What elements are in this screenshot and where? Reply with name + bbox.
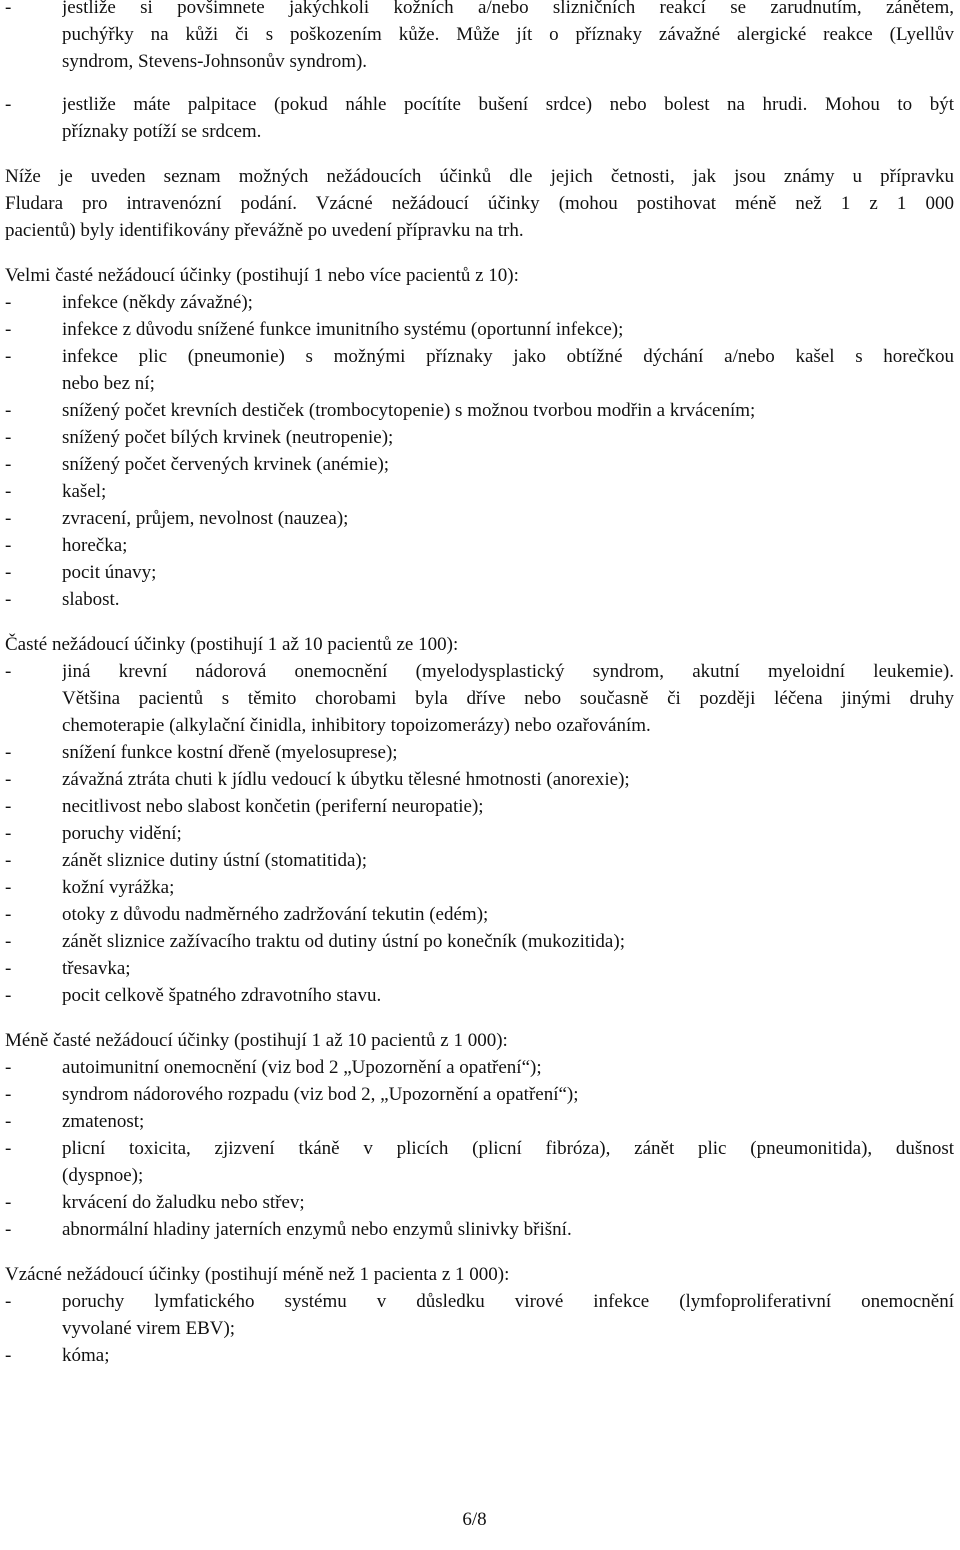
list-item-text: krvácení do žaludku nebo střev; bbox=[62, 1192, 305, 1213]
list-item-line bbox=[5, 1108, 954, 1135]
list-item-text: abnormální hladiny jaterních enzymů nebo enzymů slinivky břišní. bbox=[62, 1219, 572, 1240]
list-item-line bbox=[5, 874, 954, 901]
list-item-text: syndrom nádorového rozpadu (viz bod 2, „Upozornění a opatření“); bbox=[62, 1084, 579, 1105]
list-item-text: plicní toxicita, zjizvení tkáně v plicích (plicní fibróza), zánět plic (pneumonitida), dušnost bbox=[62, 1138, 954, 1159]
bullet-dash: - bbox=[5, 796, 12, 817]
list-item bbox=[5, 505, 954, 532]
list-item-line bbox=[5, 928, 954, 955]
list-item-text: zvracení, průjem, nevolnost (nauzea); bbox=[62, 508, 349, 529]
bullet-dash: - bbox=[5, 562, 12, 583]
list-item-text: snížený počet bílých krvinek (neutropenie); bbox=[62, 427, 394, 448]
list-item bbox=[5, 820, 954, 847]
list-item-line bbox=[5, 766, 954, 793]
bullet-dash: - bbox=[5, 292, 12, 313]
spacer bbox=[5, 1243, 954, 1261]
section-heading: Časté nežádoucí účinky (postihují 1 až 10 pacientů ze 100): bbox=[5, 634, 459, 655]
list-item-text: závažná ztráta chuti k jídlu vedoucí k úbytku tělesné hmotnosti (anorexie); bbox=[62, 769, 630, 790]
bullet-dash: - bbox=[5, 1192, 12, 1213]
bullet-dash: - bbox=[5, 1219, 12, 1240]
page-number: 6/8 bbox=[462, 1509, 487, 1530]
list-item-text: infekce (někdy závažné); bbox=[62, 292, 253, 313]
bullet-dash: - bbox=[5, 985, 12, 1006]
bullet-dash: - bbox=[5, 508, 12, 529]
bullet-dash: - bbox=[5, 823, 12, 844]
bullet-dash: - bbox=[5, 0, 12, 18]
list-item-text: kašel; bbox=[62, 481, 107, 502]
list-item-text: horečka; bbox=[62, 535, 128, 556]
bullet-dash: - bbox=[5, 1084, 12, 1105]
list-item-text: poruchy vidění; bbox=[62, 823, 182, 844]
spacer bbox=[5, 145, 954, 163]
list-item-line bbox=[5, 793, 954, 820]
list-item bbox=[5, 1108, 954, 1135]
list-item-continuation bbox=[5, 118, 954, 145]
spacer bbox=[5, 244, 954, 262]
list-item bbox=[5, 766, 954, 793]
list-item bbox=[5, 847, 954, 874]
list-item-line bbox=[5, 559, 954, 586]
list-item bbox=[5, 91, 954, 145]
bullet-dash: - bbox=[5, 1111, 12, 1132]
list-item bbox=[5, 316, 954, 343]
bullet-dash: - bbox=[5, 1057, 12, 1078]
list-item-text: jestliže si povšimnete jakýchkoli kožních a/nebo slizničních reakcí se zarudnutím, zánětem, bbox=[62, 0, 954, 18]
list-item-continuation bbox=[5, 1315, 954, 1342]
list-item-text: pocit celkově špatného zdravotního stavu. bbox=[62, 985, 382, 1006]
list-item-line bbox=[5, 316, 954, 343]
list-item-continuation bbox=[5, 21, 954, 48]
list-item-line bbox=[5, 451, 954, 478]
side-effects-section bbox=[5, 1027, 954, 1243]
list-item bbox=[5, 1342, 954, 1369]
bullet-dash: - bbox=[5, 850, 12, 871]
section-heading: Velmi časté nežádoucí účinky (postihují 1 nebo více pacientů z 10): bbox=[5, 265, 519, 286]
bullet-dash: - bbox=[5, 400, 12, 421]
side-effects-section bbox=[5, 1261, 954, 1369]
list-item-text: zánět sliznice dutiny ústní (stomatitida); bbox=[62, 850, 367, 871]
list-item bbox=[5, 1288, 954, 1342]
list-item bbox=[5, 343, 954, 397]
list-item bbox=[5, 982, 954, 1009]
list-item-line bbox=[5, 586, 954, 613]
list-item-text: kožní vyrážka; bbox=[62, 877, 175, 898]
list-item-line bbox=[5, 1135, 954, 1162]
list-item-text: třesavka; bbox=[62, 958, 131, 979]
bullet-dash: - bbox=[5, 661, 12, 682]
bullet-dash: - bbox=[5, 535, 12, 556]
list-item bbox=[5, 658, 954, 739]
list-item-text: jestliže máte palpitace (pokud náhle pocítíte bušení srdce) nebo bolest na hrudi. Mohou to být bbox=[62, 94, 954, 115]
list-item-line bbox=[5, 532, 954, 559]
bullet-dash: - bbox=[5, 769, 12, 790]
bullet-dash: - bbox=[5, 427, 12, 448]
bullet-dash: - bbox=[5, 319, 12, 340]
list-item-line bbox=[5, 820, 954, 847]
bullet-dash: - bbox=[5, 346, 12, 367]
list-item-text: nebo bez ní; bbox=[62, 373, 155, 394]
list-item bbox=[5, 1054, 954, 1081]
list-item bbox=[5, 397, 954, 424]
list-item-text: jiná krevní nádorová onemocnění (myelodysplastický syndrom, akutní myeloidní leukemie). bbox=[62, 661, 954, 682]
list-item-line bbox=[5, 1189, 954, 1216]
list-item bbox=[5, 0, 954, 75]
list-item-line bbox=[5, 0, 954, 21]
list-item-line bbox=[5, 955, 954, 982]
list-item bbox=[5, 1189, 954, 1216]
list-item-text: (dyspnoe); bbox=[62, 1165, 144, 1186]
list-item-text: snížený počet červených krvinek (anémie); bbox=[62, 454, 390, 475]
list-item-line bbox=[5, 1216, 954, 1243]
list-item bbox=[5, 928, 954, 955]
bullet-dash: - bbox=[5, 958, 12, 979]
spacer bbox=[5, 1009, 954, 1027]
list-item bbox=[5, 478, 954, 505]
paragraph-line: Níže je uveden seznam možných nežádoucích účinků dle jejich četnosti, jak jsou známy u přípravku bbox=[5, 166, 954, 187]
list-item bbox=[5, 739, 954, 766]
bullet-dash: - bbox=[5, 589, 12, 610]
list-item bbox=[5, 901, 954, 928]
list-item bbox=[5, 451, 954, 478]
list-item-continuation bbox=[5, 685, 954, 712]
section-heading: Méně časté nežádoucí účinky (postihují 1 až 10 pacientů z 1 000): bbox=[5, 1030, 508, 1051]
list-item-continuation bbox=[5, 370, 954, 397]
list-item-line bbox=[5, 424, 954, 451]
intro-warning-list bbox=[5, 0, 954, 145]
list-item-text: chemoterapie (alkylační činidla, inhibitory topoizomerázy) nebo ozařováním. bbox=[62, 715, 651, 736]
list-item bbox=[5, 424, 954, 451]
bullet-dash: - bbox=[5, 1138, 12, 1159]
bullet-dash: - bbox=[5, 931, 12, 952]
frequency-intro-paragraph bbox=[5, 163, 954, 244]
list-item-line bbox=[5, 1288, 954, 1315]
document-page bbox=[5, 0, 954, 1369]
list-item-line bbox=[5, 901, 954, 928]
list-item bbox=[5, 1081, 954, 1108]
bullet-dash: - bbox=[5, 94, 12, 115]
list-item-text: autoimunitní onemocnění (viz bod 2 „Upozornění a opatření“); bbox=[62, 1057, 542, 1078]
list-item-continuation bbox=[5, 712, 954, 739]
list-item bbox=[5, 874, 954, 901]
bullet-dash: - bbox=[5, 1345, 12, 1366]
bullet-dash: - bbox=[5, 742, 12, 763]
bullet-dash: - bbox=[5, 454, 12, 475]
list-item-text: příznaky potíží se srdcem. bbox=[62, 121, 262, 142]
list-item bbox=[5, 559, 954, 586]
list-item-text: syndrom, Stevens-Johnsonův syndrom). bbox=[62, 51, 368, 72]
list-item bbox=[5, 793, 954, 820]
list-item-text: necitlivost nebo slabost končetin (periferní neuropatie); bbox=[62, 796, 484, 817]
list-item-text: Většina pacientů s těmito chorobami byla dříve nebo současně či později léčena jinými druhy bbox=[62, 688, 954, 709]
list-item-text: puchýřky na kůži či s poškozením kůže. Může jít o příznaky závažné alergické reakce (Lyellův bbox=[62, 24, 954, 45]
bullet-dash: - bbox=[5, 877, 12, 898]
bullet-dash: - bbox=[5, 1291, 12, 1312]
list-item-text: otoky z důvodu nadměrného zadržování tekutin (edém); bbox=[62, 904, 489, 925]
bullet-dash: - bbox=[5, 904, 12, 925]
paragraph-line: Fludara pro intravenózní podání. Vzácné nežádoucí účinky (mohou postihovat méně než 1 z 1 000 bbox=[5, 193, 954, 214]
list-item-line bbox=[5, 478, 954, 505]
list-item-line bbox=[5, 289, 954, 316]
list-item-line bbox=[5, 1081, 954, 1108]
side-effects-section bbox=[5, 631, 954, 1009]
list-item-text: slabost. bbox=[62, 589, 120, 610]
list-item-text: poruchy lymfatického systému v důsledku virové infekce (lymfoproliferativní onemocnění bbox=[62, 1291, 954, 1312]
list-item-text: zmatenost; bbox=[62, 1111, 145, 1132]
bullet-dash: - bbox=[5, 481, 12, 502]
list-item-line bbox=[5, 397, 954, 424]
list-item-text: vyvolané virem EBV); bbox=[62, 1318, 236, 1339]
spacer bbox=[5, 613, 954, 631]
list-item-line bbox=[5, 658, 954, 685]
list-item bbox=[5, 289, 954, 316]
list-item bbox=[5, 1216, 954, 1243]
list-item-text: pocit únavy; bbox=[62, 562, 157, 583]
list-item-line bbox=[5, 91, 954, 118]
list-item-text: snížení funkce kostní dřeně (myelosuprese); bbox=[62, 742, 398, 763]
list-item-line bbox=[5, 847, 954, 874]
list-item-text: infekce plic (pneumonie) s možnými příznaky jako obtížné dýchání a/nebo kašel s horečkou bbox=[62, 346, 954, 367]
paragraph-line: pacientů) byly identifikovány převážně po uvedení přípravku na trh. bbox=[5, 220, 524, 241]
list-item bbox=[5, 532, 954, 559]
side-effects-section bbox=[5, 262, 954, 613]
list-item-continuation bbox=[5, 1162, 954, 1189]
list-item-line bbox=[5, 505, 954, 532]
list-item-text: zánět sliznice zažívacího traktu od dutiny ústní po konečník (mukozitida); bbox=[62, 931, 625, 952]
list-item-line bbox=[5, 1342, 954, 1369]
list-item-line bbox=[5, 982, 954, 1009]
list-item-text: infekce z důvodu snížené funkce imunitního systému (oportunní infekce); bbox=[62, 319, 624, 340]
list-item-line bbox=[5, 1054, 954, 1081]
list-item bbox=[5, 1135, 954, 1189]
list-item bbox=[5, 955, 954, 982]
list-item-continuation bbox=[5, 48, 954, 75]
list-item-line bbox=[5, 343, 954, 370]
list-item-text: snížený počet krevních destiček (trombocytopenie) s možnou tvorbou modřin a krvácením; bbox=[62, 400, 756, 421]
list-item-text: kóma; bbox=[62, 1345, 110, 1366]
section-heading: Vzácné nežádoucí účinky (postihují méně než 1 pacienta z 1 000): bbox=[5, 1264, 510, 1285]
list-item bbox=[5, 586, 954, 613]
list-item-line bbox=[5, 739, 954, 766]
